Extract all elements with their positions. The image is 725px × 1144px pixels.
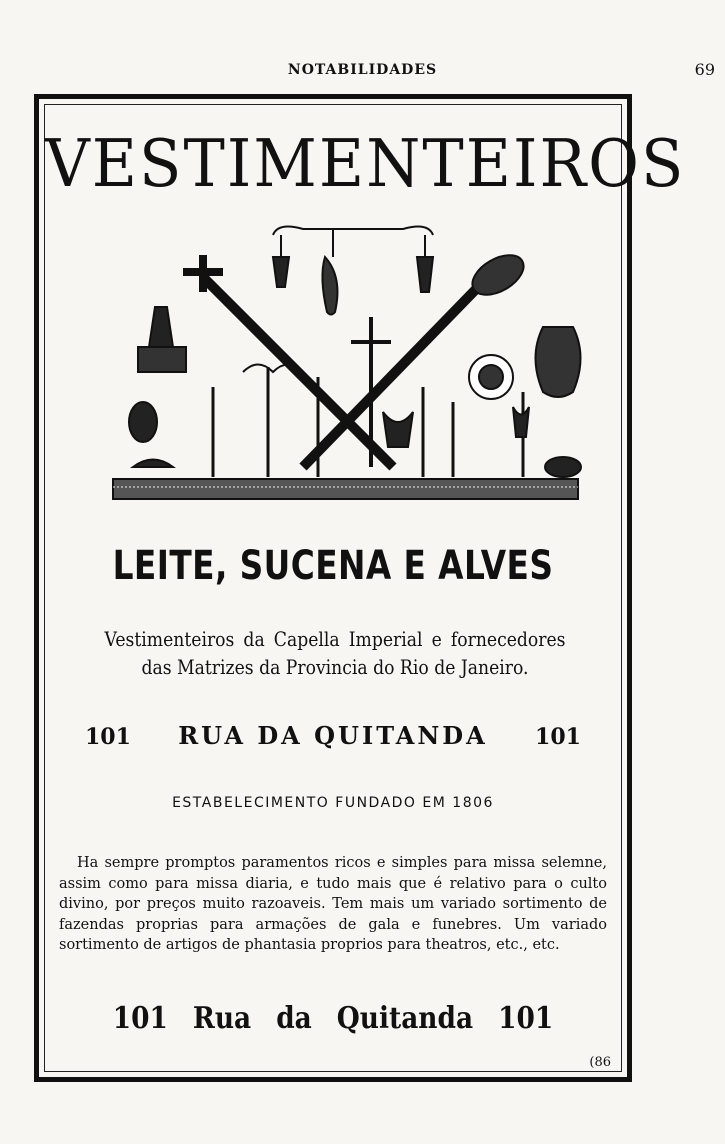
running-head-title: NOTABILIDADES — [287, 62, 438, 78]
ad-headline: VESTIMENTEIROS — [45, 125, 686, 202]
church-vestments-illustration-icon — [103, 217, 583, 507]
street-number-right: 101 — [535, 724, 581, 750]
page-reference: (86 — [589, 1055, 611, 1070]
advertisement-inner-border — [44, 104, 686, 1072]
running-head — [0, 62, 725, 84]
page-number: 69 — [694, 60, 715, 79]
advertisement-frame — [34, 94, 686, 1082]
street-number-left: 101 — [85, 724, 131, 750]
address-line — [85, 721, 581, 750]
ad-body-text: Ha sempre promptos paramentos ricos e simples para missa selemne, assim como para missa diaria, e tudo mais que é relativo para o culto divino, por preços muito razoaveis. Tem mais um variado sortimento de fazendas proprias para armações de gala e funebres. Um variado sortimento de artigos de phantasia proprios para theatros, etc., etc. — [59, 855, 607, 953]
footer-address: 101 Rua da Quitanda 101 — [112, 1001, 554, 1036]
firm-description: Vestimenteiros da Capella Imperial e fornecedores das Matrizes da Provincia do Rio de Janeiro. — [104, 627, 566, 679]
street-name: RUA DA QUITANDA — [178, 721, 488, 750]
firm-name: LEITE, SUCENA E ALVES — [112, 543, 554, 589]
founded-line: ESTABELECIMENTO FUNDADO EM 1806 — [172, 795, 494, 811]
